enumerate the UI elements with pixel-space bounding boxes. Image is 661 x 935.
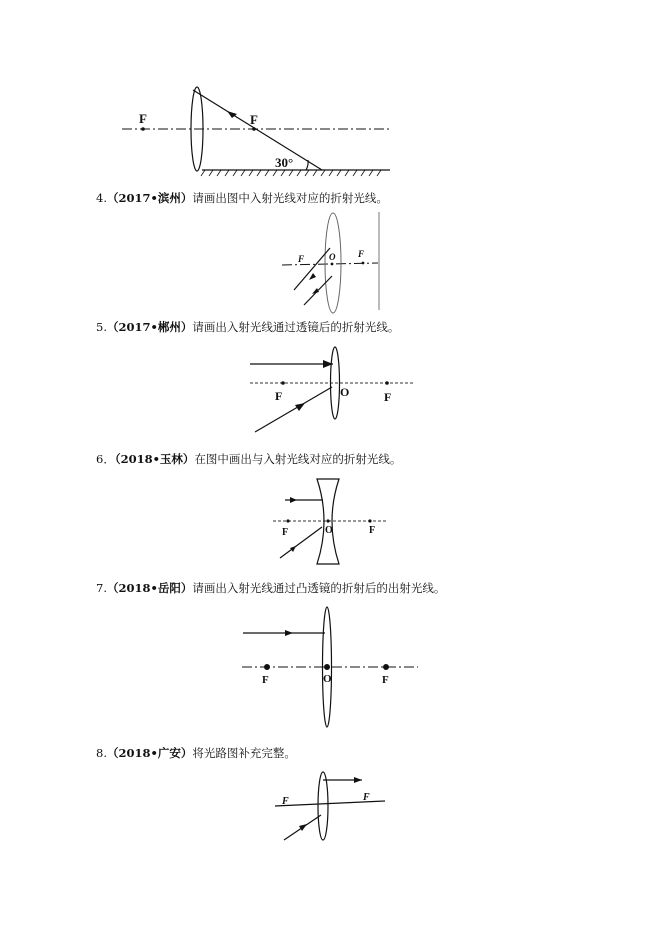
question-5: 5.（2017•郴州）请画出入射光线通过透镜后的折射光线。 <box>96 320 400 334</box>
figure-5-convex-lens <box>245 342 420 437</box>
figure-7-convex-lens <box>238 605 423 735</box>
incident-ray <box>193 90 322 170</box>
focus-label-right: F <box>369 525 376 536</box>
question-4: 4.（2017•滨州）请画出图中入射光线对应的折射光线。 <box>96 191 388 205</box>
focus-label-right: F <box>382 674 389 686</box>
center-label: O <box>323 673 332 685</box>
center-label: O <box>340 385 350 399</box>
convex-lens <box>318 772 328 840</box>
focus-label-left: F <box>282 527 289 538</box>
question-6: 6．（2018•玉林）在图中画出与入射光线对应的折射光线。 <box>96 452 402 466</box>
figure-4-convex-lens <box>280 210 390 315</box>
focus-label-left: F <box>139 111 147 126</box>
question-7: 7.（2018•岳阳）请画出入射光线通过凸透镜的折射后的出射光线。 <box>96 581 446 595</box>
figure-8-convex-lens <box>270 768 390 848</box>
focus-label-left: F <box>282 796 289 807</box>
focus-label-right: F <box>363 792 370 803</box>
center-label: O <box>329 252 336 262</box>
focus-label-right: F <box>358 249 365 259</box>
focus-label-right: F <box>250 112 258 127</box>
figure-3-convex-lens-mirror <box>110 80 400 180</box>
focus-label-left: F <box>275 389 283 403</box>
focus-label-left: F <box>262 674 269 686</box>
focus-label-left: F <box>298 254 305 264</box>
center-label: O <box>325 525 333 536</box>
convex-lens <box>325 213 341 313</box>
angle-arc <box>306 160 308 170</box>
question-8: 8.（2018•广安）将光路图补充完整。 <box>96 746 296 760</box>
focus-label-right: F <box>384 390 392 404</box>
figure-6-concave-lens <box>270 476 390 571</box>
incident-ray-oblique <box>255 387 332 432</box>
angle-label: 30° <box>275 155 294 170</box>
